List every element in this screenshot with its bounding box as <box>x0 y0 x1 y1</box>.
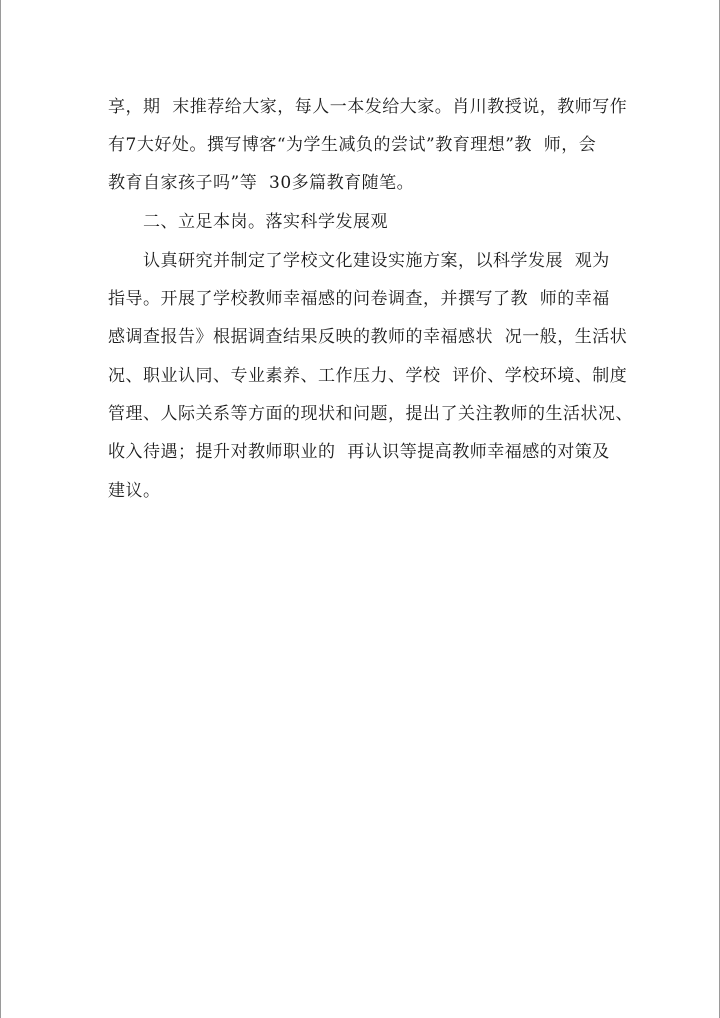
page-border-left <box>0 0 1 1018</box>
paragraph-2-line-2: 指导。开展了学校教师幸福感的问卷调查，并撰写了教 师的幸福 <box>108 289 610 309</box>
paragraph-1-line-3: 教育自家孩子吗”等 30多篇教育随笔。 <box>108 173 415 193</box>
paragraph-1-line-2: 有7大好处。撰写博客“为学生减负的尝试”教育理想”教 师，会 <box>108 135 597 155</box>
paragraph-2-line-4: 况、职业认同、专业素养、工作压力、学校 评价、学校环境、制度 <box>108 366 628 386</box>
paragraph-2-line-7: 建议。 <box>108 481 161 501</box>
paragraph-2-line-3: 感调查报告》根据调查结果反映的教师的幸福感状 况一般，生活状 <box>108 327 628 347</box>
paragraph-1-line-1: 享，期 末推荐给大家，每人一本发给大家。肖川教授说，教师写作 <box>108 97 628 117</box>
section-heading: 二、立足本岗。落实科学发展观 <box>143 212 388 232</box>
paragraph-2-line-1: 认真研究并制定了学校文化建设实施方案，以科学发展 观为 <box>143 251 610 271</box>
paragraph-2-line-6: 收入待遇；提升对教师职业的 再认识等提高教师幸福感的对策及 <box>108 442 610 462</box>
paragraph-2-line-5: 管理、人际关系等方面的现状和问题，提出了关注教师的生活状况、 <box>108 404 633 424</box>
